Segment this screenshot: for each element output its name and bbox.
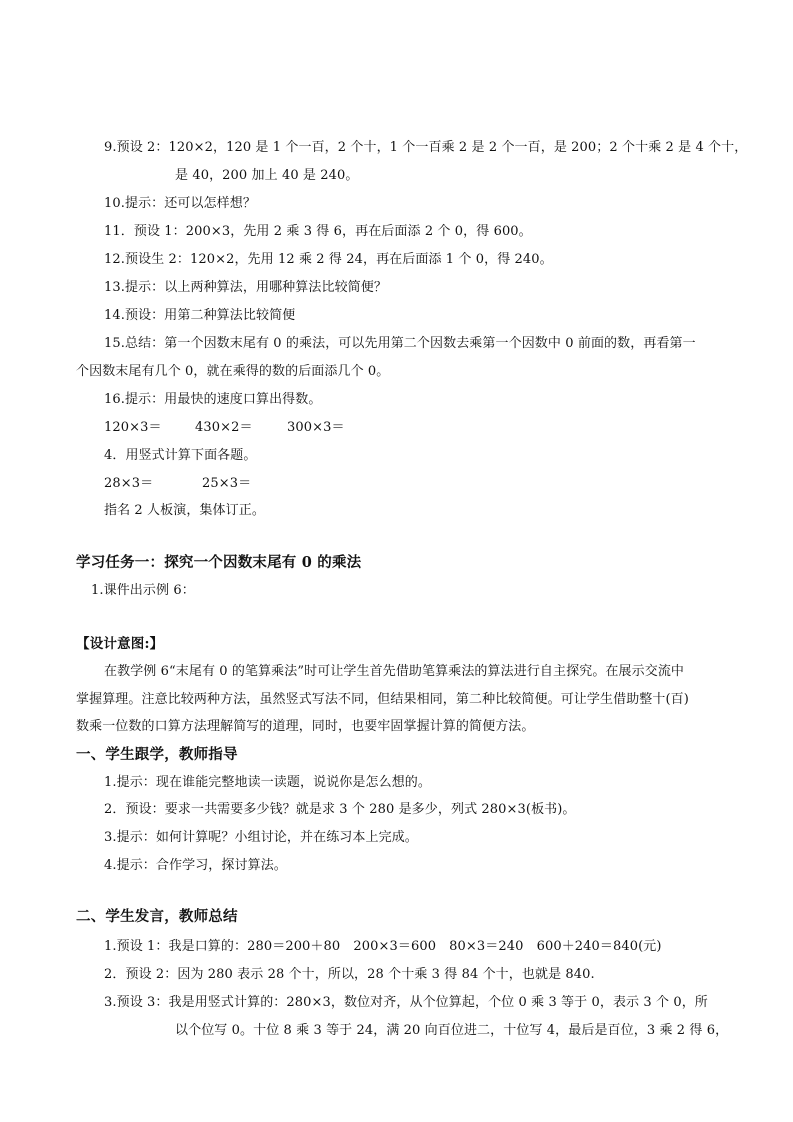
text-line: 个因数末尾有几个 0，就在乘得的数的后面添几个 0。 (76, 364, 390, 379)
exercise-item: 120×3＝ (104, 420, 162, 435)
section-heading: 学习任务一：探究一个因数末尾有 0 的乘法 (76, 554, 362, 571)
design-intent-heading: 【设计意图:】 (76, 636, 164, 652)
text-line: 10.提示：还可以怎样想？ (104, 196, 256, 211)
text-line: 4.提示：合作学习，探讨算法。 (104, 858, 287, 873)
text-line: 12.预设生 2：120×2，先用 12 乘 2 得 24，再在后面添 1 个 0，得 240。 (104, 252, 553, 267)
exercise-item: 28×3＝ (104, 476, 154, 491)
text-line: 1.课件出示例 6： (91, 583, 195, 598)
text-line: 11．预设 1：200×3，先用 2 乘 3 得 6，再在后面添 2 个 0，得 600。 (104, 224, 532, 239)
section-heading: 一、学生跟学，教师指导 (76, 746, 238, 763)
text-line: 1.提示：现在谁能完整地读一读题，说说你是怎么想的。 (104, 775, 432, 790)
text-line: 指名 2 人板演，集体订正。 (104, 503, 265, 518)
text-line: 14.预设：用第二种算法比较简便 (104, 308, 296, 323)
text-line: 在教学例 6“末尾有 0 的笔算乘法”时可让学生首先借助笔算乘法的算法进行自主探究。在展示交流中 (104, 664, 685, 679)
text-line: 4．用竖式计算下面各题。 (104, 448, 257, 463)
text-line: 2．预设：要求一共需要多少钱？就是求 3 个 280 是多少，列式 280×3(板书)。 (104, 802, 576, 817)
text-line: 2．预设 2：因为 280 表示 28 个十，所以，28 个十乘 3 得 84 个十，也就是 840. (104, 967, 595, 982)
text-line: 以个位写 0。十位 8 乘 3 等于 24，满 20 向百位进二，十位写 4，最后是百位，3 乘 2 得 6， (175, 1023, 729, 1038)
text-line: 是 40，200 加上 40 是 240。 (175, 168, 359, 183)
text-line: 15.总结：第一个因数末尾有 0 的乘法，可以先用第二个因数去乘第一个因数中 0 前面的数，再看第一 (104, 336, 696, 351)
exercise-item: 300×3＝ (287, 420, 345, 435)
text-line: 3.提示：如何计算呢？小组讨论，并在练习本上完成。 (104, 830, 418, 845)
text-line: 数乘一位数的口算方法理解简写的道理，同时，也要牢固掌握计算的简便方法。 (76, 719, 535, 734)
exercise-item: 25×3＝ (202, 476, 252, 491)
exercise-item: 430×2＝ (195, 420, 253, 435)
text-line: 13.提示：以上两种算法，用哪种算法比较简便？ (104, 280, 387, 295)
text-line: 9.预设 2：120×2，120 是 1 个一百，2 个十，1 个一百乘 2 是 2 个一百，是 200；2 个十乘 2 是 4 个十， (104, 140, 748, 155)
text-line: 掌握算理。注意比较两种方法，虽然竖式写法不同，但结果相同，第二种比较简便。可让学生借助整十(百) (76, 692, 689, 707)
text-line: 1.预设 1：我是口算的：280＝200＋80 200×3＝600 80×3＝240 600＋240＝840(元) (104, 939, 662, 954)
text-line: 16.提示：用最快的速度口算出得数。 (104, 392, 322, 407)
section-heading: 二、学生发言，教师总结 (76, 908, 238, 925)
text-line: 3.预设 3：我是用竖式计算的：280×3，数位对齐，从个位算起，个位 0 乘 3 等于 0，表示 3 个 0，所 (104, 995, 708, 1010)
